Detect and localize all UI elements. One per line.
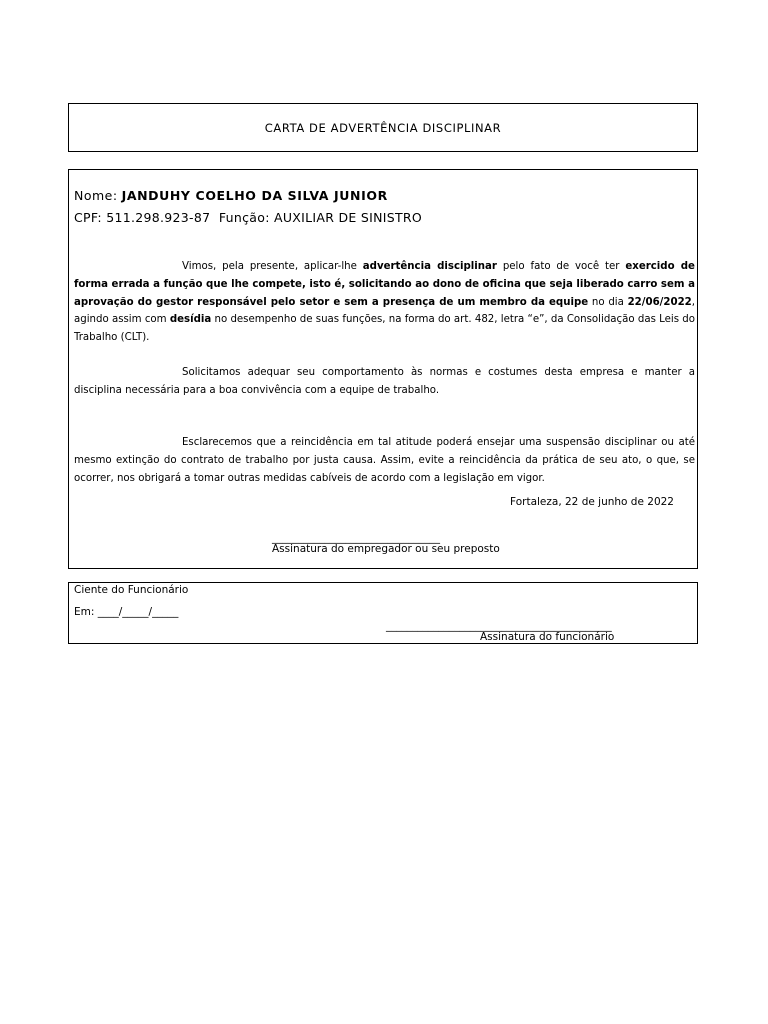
name-label: Nome: <box>74 188 118 203</box>
p1-bold-desidia: desídia <box>169 314 212 326</box>
document-title: CARTA DE ADVERTÊNCIA DISCIPLINAR <box>264 121 502 135</box>
p1-text-c: pelo fato de você ter <box>496 261 626 272</box>
employee-signature-line: ___________________________________________ <box>386 620 612 632</box>
p1-bold-date: 22/06/2022 <box>627 296 692 308</box>
p1-text-a: Vimos, pela presente, aplicar-lhe <box>182 261 363 272</box>
employee-role: AUXILIAR DE SINISTRO <box>274 210 423 225</box>
acknowledgement-heading: Ciente do Funcionário <box>74 584 189 596</box>
p3-text: Esclarecemos que a reincidência em tal atitude poderá ensejar uma suspensão disciplinar ou até mesmo extinção do contrato de trabalho por justa causa. Assim, evite a reincidência da prática de seu ato, o que, se ocorrer, nos obrigará a tomar outras medidas cabíveis de acordo com a legislação em vigor. <box>74 437 695 484</box>
paragraph-request <box>74 364 695 400</box>
paragraph-warning <box>74 258 695 347</box>
p1-bold-reason: exercido de forma errada a função que lhe compete, isto é, solicitando ao dono de oficina que seja liberado carro sem a aprovação do gestor responsável pelo setor e sem a presença de um membro da equipe <box>74 261 695 308</box>
employee-cpf: 511.298.923-87 <box>106 210 211 225</box>
p1-text-e: no dia <box>588 296 628 308</box>
employee-acknowledgement-box <box>68 582 698 644</box>
p1-bold-warning: advertência disciplinar <box>362 261 497 272</box>
acknowledgement-date-line <box>74 606 178 618</box>
employee-name-line <box>74 188 388 203</box>
employee-cpf-line <box>74 210 422 225</box>
p1-text-g: , agindo assim com <box>74 296 695 326</box>
employee-signature-label: Assinatura do funcionário <box>480 631 615 643</box>
date-label: Em: <box>74 606 95 618</box>
p1-text-i: no desempenho de suas funções, na forma do art. 482, letra “e”, da Consolidação das Leis do Trabalho (CLT). <box>74 314 695 344</box>
title-box <box>68 103 698 152</box>
date-blank: ____/_____/_____ <box>97 606 179 618</box>
role-label: Função: <box>218 210 270 225</box>
employer-signature-line: ________________________________ <box>272 532 440 544</box>
letter-body-box <box>68 169 698 569</box>
cpf-label: CPF: <box>74 210 102 225</box>
paragraph-clarification <box>74 434 695 487</box>
p2-text: Solicitamos adequar seu comportamento às normas e costumes desta empresa e manter a disciplina necessária para a boa convivência com a equipe de trabalho. <box>74 367 695 396</box>
employee-name: JANDUHY COELHO DA SILVA JUNIOR <box>121 188 388 203</box>
employer-signature-label: Assinatura do empregador ou seu preposto <box>272 543 500 555</box>
place-date: Fortaleza, 22 de junho de 2022 <box>510 496 674 508</box>
